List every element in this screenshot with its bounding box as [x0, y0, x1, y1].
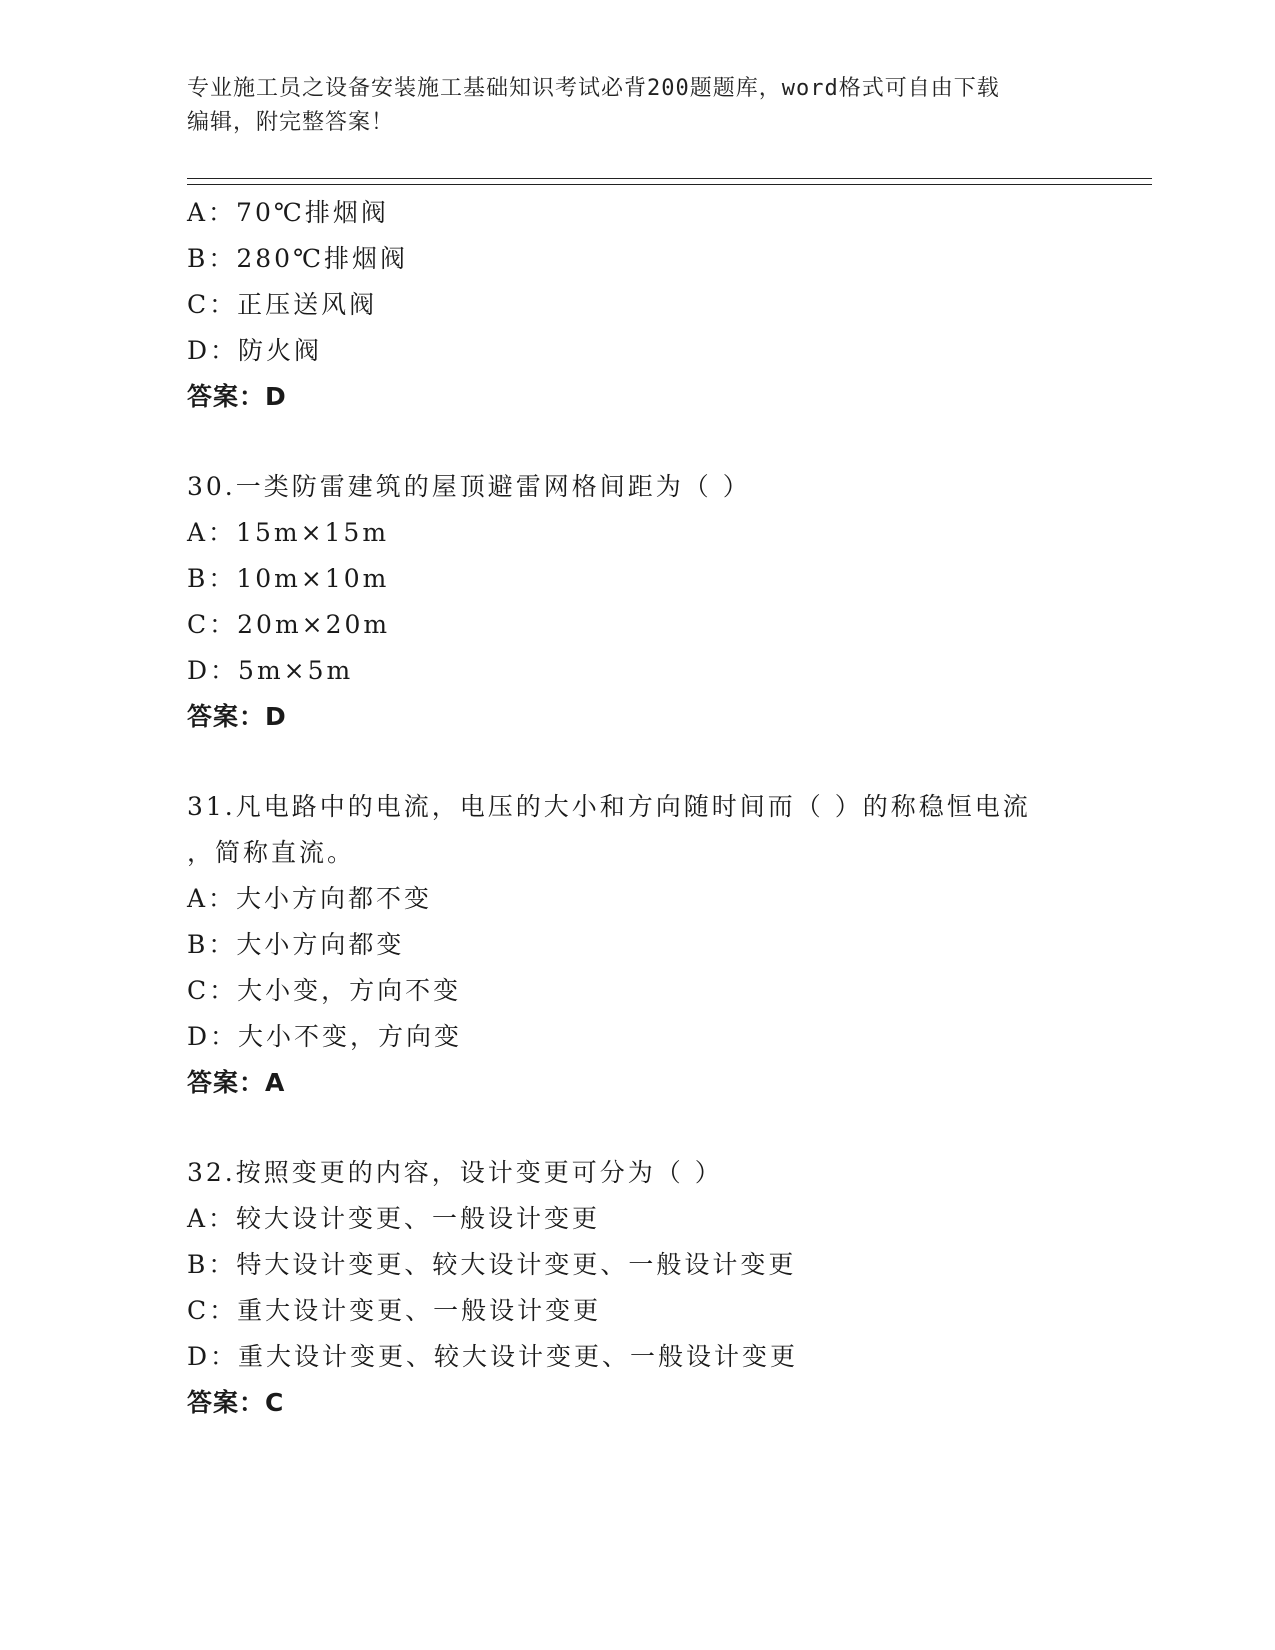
option-d: D：防火阀	[187, 336, 323, 365]
option-d: D：大小不变，方向变	[187, 1022, 463, 1051]
spacer	[187, 1106, 1152, 1150]
question-29-partial	[187, 190, 1152, 420]
option-d: D：重大设计变更、较大设计变更、一般设计变更	[187, 1342, 799, 1371]
question-31	[187, 784, 1152, 1106]
question-stem: 31.凡电路中的电流，电压的大小和方向随时间而（ ）的称稳恒电流	[187, 792, 1031, 821]
option-c: C：20m×20m	[187, 610, 391, 639]
question-stem: 30.一类防雷建筑的屋顶避雷网格间距为（ ）	[187, 472, 751, 501]
question-stem: 32.按照变更的内容，设计变更可分为（ ）	[187, 1158, 723, 1187]
option-b: B：特大设计变更、较大设计变更、一般设计变更	[187, 1250, 797, 1279]
question-32	[187, 1150, 1152, 1426]
answer: 答案：C	[187, 1388, 285, 1417]
option-a: A：大小方向都不变	[187, 884, 433, 913]
option-a: A：15m×15m	[187, 518, 390, 547]
option-a: A：较大设计变更、一般设计变更	[187, 1204, 601, 1233]
option-a: A：70℃排烟阀	[187, 198, 389, 227]
document-header	[187, 72, 1087, 140]
answer: 答案：D	[187, 382, 287, 411]
answer: 答案：D	[187, 702, 287, 731]
option-b: B：大小方向都变	[187, 930, 405, 959]
header-line-2: 编辑，附完整答案！	[187, 110, 395, 135]
spacer	[187, 420, 1152, 464]
question-30	[187, 464, 1152, 740]
header-line-1: 专业施工员之设备安装施工基础知识考试必背200题题库，word格式可自由下载	[187, 76, 1000, 101]
question-list	[187, 190, 1152, 1426]
option-d: D：5m×5m	[187, 656, 354, 685]
option-c: C：正压送风阀	[187, 290, 378, 319]
option-c: C：大小变，方向不变	[187, 976, 462, 1005]
option-b: B：280℃排烟阀	[187, 244, 409, 273]
option-c: C：重大设计变更、一般设计变更	[187, 1296, 602, 1325]
header-divider	[187, 178, 1152, 185]
spacer	[187, 740, 1152, 784]
option-b: B：10m×10m	[187, 564, 390, 593]
answer: 答案：A	[187, 1068, 286, 1097]
question-stem-continued: ，简称直流。	[187, 838, 356, 867]
